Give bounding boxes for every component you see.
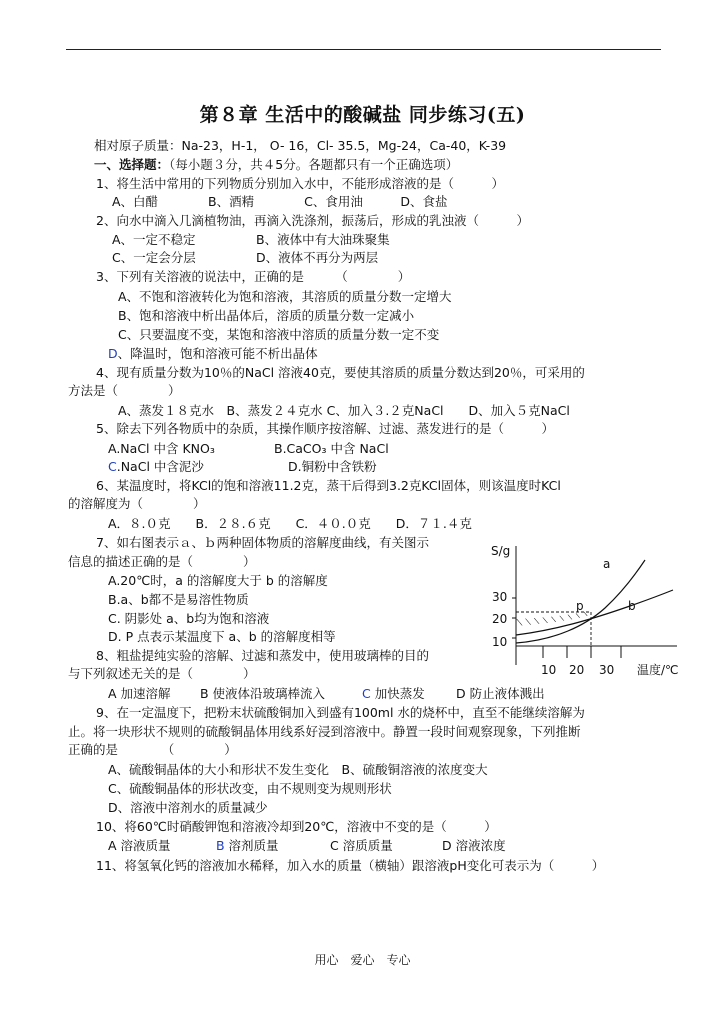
q9-option-c: C、硫酸铜晶体的形状改变，由不规则变为规则形状 xyxy=(108,781,392,796)
q5-option-d: D.铜粉中含铁粉 xyxy=(288,459,377,474)
q7-stem-cont: 信息的描述正确的是（ ） xyxy=(68,554,256,569)
q3-option-d-letter: D xyxy=(108,346,118,361)
solubility-graph xyxy=(485,538,690,683)
q2-option-b: B、液体中有大油珠聚集 xyxy=(256,232,390,247)
q2-option-d: D、液体不再分为两层 xyxy=(256,250,379,265)
q8-option-a: A 加速溶解 xyxy=(108,686,171,701)
q7-option-d: D. P 点表示某温度下 a、b 的溶解度相等 xyxy=(108,629,336,644)
q1-options: A、白醋 B、酒精 C、食用油 D、食盐 xyxy=(112,194,448,209)
q1-stem: 1、将生活中常用的下列物质分别加入水中，不能形成溶液的是（ ） xyxy=(96,176,504,191)
q6-stem-cont: 的溶解度为（ ） xyxy=(68,496,206,511)
q10-option-b-letter: B xyxy=(216,838,225,853)
x-tick-30: 30 xyxy=(599,663,615,677)
curve-a-label: a xyxy=(603,557,611,571)
q10-option-a: A 溶液质量 xyxy=(108,838,171,853)
section-note: （每小题３分，共４5分。各题都只有一个正确选项） xyxy=(169,157,459,172)
q5-option-c xyxy=(108,459,204,475)
q4-options: A、蒸发１８克水 B、蒸发２４克水 C、加入３.２克NaCl D、加入５克NaCl xyxy=(118,403,570,418)
q8-stem-cont: 与下列叙述无关的是（ ） xyxy=(68,666,256,681)
q6-options: A．８.０克 B．２８.６克 C．４０.０克 D．７１.４克 xyxy=(108,516,472,531)
y-tick-30: 30 xyxy=(492,590,508,604)
q5-option-b: B.CaCO₃ 中含 NaCl xyxy=(274,441,389,456)
q6-stem: 6、某温度时，将KCl的饱和溶液11.2克，蒸干后得到3.2克KCl固体，则该温度时KCl xyxy=(96,478,561,493)
y-tick-10: 10 xyxy=(492,635,508,649)
page-title: 第８章 生活中的酸碱盐 同步练习(五) xyxy=(199,104,526,126)
q2-option-c: C、一定会分层 xyxy=(112,250,196,265)
y-axis-label: S/g xyxy=(491,544,511,558)
q10-option-c: C 溶质质量 xyxy=(330,838,393,853)
q7-option-c: C. 阴影处 a、b均为饱和溶液 xyxy=(108,611,270,626)
atomic-mass-line: 相对原子质量：Na-23，H-1， O- 16，Cl- 35.5，Mg-24，Ca-40，K-39 xyxy=(94,138,507,153)
page-footer: 用心 爱心 专心 xyxy=(314,953,411,967)
point-p-label: p xyxy=(576,599,584,613)
q9-option-ab: A、硫酸铜晶体的大小和形状不发生变化 B、硫酸铜溶液的浓度变大 xyxy=(108,762,488,777)
q8-option-c xyxy=(362,686,425,702)
q5-option-c-text: .NaCl 中含泥沙 xyxy=(116,459,204,474)
q10-stem: 10、将60℃时硝酸钾饱和溶液冷却到20℃，溶液中不变的是（ ） xyxy=(96,819,497,834)
q9-stem-cont: 止。将一块形状不规则的硫酸铜晶体用线系好浸到溶液中。静置一段时间观察现象，下列推断 xyxy=(68,724,581,739)
q5-stem: 5、除去下列各物质中的杂质，其操作顺序按溶解、过滤、蒸发进行的是（ ） xyxy=(96,421,554,436)
q8-option-c-text: 加快蒸发 xyxy=(370,686,425,701)
section-heading xyxy=(94,157,458,173)
q8-option-c-letter: C xyxy=(362,686,371,701)
q11-stem: 11、将氢氧化钙的溶液加水稀释，加入水的质量（横轴）跟溶液pH变化可表示为（ ） xyxy=(96,858,605,873)
q7-stem: 7、如右图表示ａ、ｂ两种固体物质的溶解度曲线，有关图示 xyxy=(96,535,429,550)
q3-option-d xyxy=(108,346,318,362)
y-tick-20: 20 xyxy=(492,612,508,626)
q9-stem-cont2: 正确的是 （ ） xyxy=(68,742,237,757)
x-tick-10: 10 xyxy=(541,663,557,677)
curve-b-label: b xyxy=(628,599,636,613)
q8-stem: 8、粗盐提纯实验的溶解、过滤和蒸发中，使用玻璃棒的目的 xyxy=(96,648,429,663)
q3-option-c: C、只要温度不变，某饱和溶液中溶质的质量分数一定不变 xyxy=(118,327,440,342)
q3-option-a: A、不饱和溶液转化为饱和溶液，其溶质的质量分数一定增大 xyxy=(118,289,452,304)
q8-option-d: D 防止液体溅出 xyxy=(456,686,545,701)
q3-stem: 3、下列有关溶液的说法中，正确的是 （ ） xyxy=(96,269,411,284)
q5-option-a: A.NaCl 中含 KNO₃ xyxy=(108,441,215,456)
header-rule xyxy=(66,49,661,50)
q7-option-a: A.20℃时，a 的溶解度大于 b 的溶解度 xyxy=(108,573,328,588)
q10-option-b xyxy=(216,838,279,854)
q4-stem: 4、现有质量分数为10％的NaCl 溶液40克，要使其溶质的质量分数达到20％，可采用的 xyxy=(96,365,585,380)
q2-option-a: A、一定不稳定 xyxy=(112,232,196,247)
q9-stem: 9、在一定温度下，把粉末状硫酸铜加入到盛有100ml 水的烧杯中，直至不能继续溶解为 xyxy=(96,705,585,720)
x-axis-label: 温度/℃ xyxy=(637,663,679,677)
q10-option-b-text: 溶剂质量 xyxy=(224,838,279,853)
q3-option-d-text: 、降温时，饱和溶液可能不析出晶体 xyxy=(117,346,318,361)
section-label: 一、选择题： xyxy=(94,157,170,172)
q8-option-b: B 使液体沿玻璃棒流入 xyxy=(200,686,326,701)
x-tick-20: 20 xyxy=(569,663,585,677)
q3-option-b: B、饱和溶液中析出晶体后，溶质的质量分数一定减小 xyxy=(118,308,415,323)
q5-option-c-letter: C xyxy=(108,459,117,474)
q10-option-d: D 溶液浓度 xyxy=(442,838,506,853)
q2-stem: 2、向水中滴入几滴植物油，再滴入洗涤剂，振荡后，形成的乳浊液（ ） xyxy=(96,213,529,228)
q4-stem-cont: 方法是（ ） xyxy=(68,383,181,398)
q9-option-d: D、溶液中溶剂水的质量减少 xyxy=(108,800,268,815)
q7-option-b: B.a、b都不是易溶性物质 xyxy=(108,592,249,607)
